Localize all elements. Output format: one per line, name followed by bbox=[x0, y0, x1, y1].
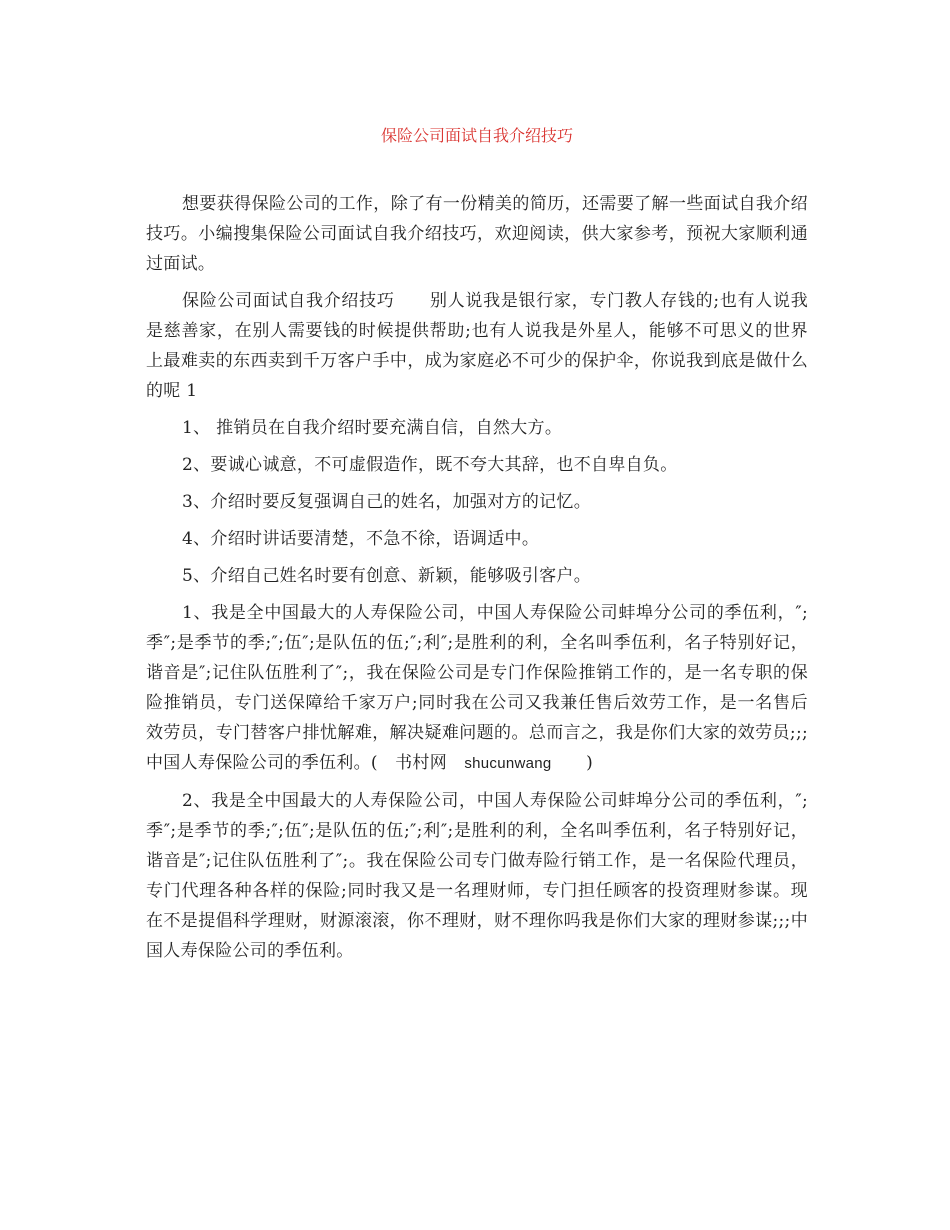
example-1-text: 1、我是全中国最大的人寿保险公司，中国人寿保险公司蚌埠分公司的季伍利，″;季″;是季节的季;″;伍″;是队伍的伍;″;利″;是胜利的利，全名叫季伍利，名子特别好记，谐音是″;记住队伍胜利了″;，我在保险公司是专门作保险推销工作的，是一名专职的保险推销员，专门送保障给千家万户;同时我在公司又我兼任售后效劳工作，是一名售后效劳员，专门替客户排忧解难，解决疑难问题的。总而言之，我是你们大家的效劳员;;;中国人寿保险公司的季伍利。( 书村网 bbox=[146, 603, 808, 773]
tip-item-2: 2、要诚心诚意，不可虚假造作，既不夸大其辞，也不自卑自负。 bbox=[182, 455, 678, 475]
tip-item-4: 4、介绍时讲话要清楚，不急不徐，语调适中。 bbox=[182, 529, 540, 549]
tip-item-1: 1、 推销员在自我介绍时要充满自信，自然大方。 bbox=[182, 418, 563, 438]
example-paragraph-2: 2、我是全中国最大的人寿保险公司，中国人寿保险公司蚌埠分公司的季伍利，″;季″;是季节的季;″;伍″;是队伍的伍;″;利″;是胜利的利，全名叫季伍利，名子特别好记，谐音是″;记住队伍胜利了″;。我在保险公司专门做寿险行销工作，是一名保险代理员，专门代理各种各样的保险;同时我又是一名理财师，专门担任顾客的投资理财参谋。现在不是提倡科学理财，财源滚滚，你不理财，财不理你吗我是你们大家的理财参谋;;;中国人寿保险公司的季伍利。 bbox=[146, 791, 808, 961]
document-body bbox=[146, 189, 808, 973]
tip-item-3: 3、介绍时要反复强调自己的姓名，加强对方的记忆。 bbox=[182, 492, 592, 512]
example-1-close: ) bbox=[551, 753, 594, 773]
document-title: 保险公司面试自我介绍技巧 bbox=[380, 126, 573, 145]
section-paragraph: 保险公司面试自我介绍技巧 别人说我是银行家，专门教人存钱的;也有人说我是慈善家，在别人需要钱的时候提供帮助;也有人说我是外星人，能够不可思义的世界上最难卖的东西卖到千万客户手中，成为家庭必不可少的保护伞，你说我到底是做什么的呢 1 bbox=[146, 291, 808, 401]
example-1-brand: shucunwang bbox=[464, 755, 552, 772]
example-paragraph-1 bbox=[146, 598, 808, 779]
tip-item-5: 5、介绍自己姓名时要有创意、新颖，能够吸引客户。 bbox=[182, 566, 592, 586]
intro-paragraph: 想要获得保险公司的工作，除了有一份精美的简历，还需要了解一些面试自我介绍技巧。小编搜集保险公司面试自我介绍技巧，欢迎阅读，供大家参考，预祝大家顺利通过面试。 bbox=[146, 194, 808, 274]
